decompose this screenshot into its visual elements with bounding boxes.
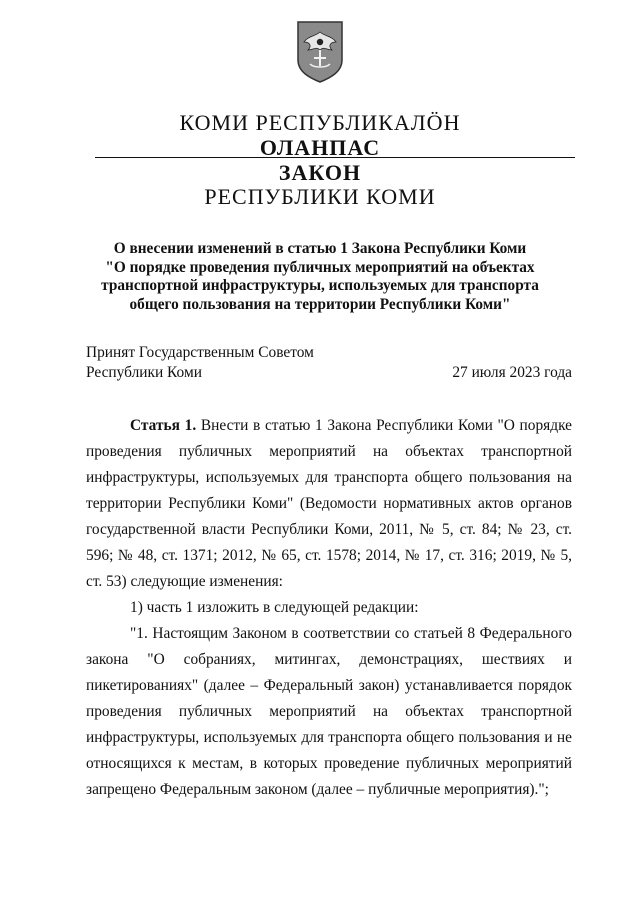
- article-1-text: Внести в статью 1 Закона Республики Коми "О порядке проведения публичных мероприятий на объектах транспортной инфраструктуры, используемых для транспорта общего пользования на территории Республики Коми" (Ведомости нормативных актов органов государственной власти Республики Коми, 2011, № 5, ст. 84; № 23, ст. 596; № 48, ст. 1371; 2012, № 65, ст. 1578; 2014, № 17, ст. 316; 2019, № 5, ст. 53) следующие изменения:: [86, 417, 573, 590]
- item-1-paragraph: 1) часть 1 изложить в следующей редакции:: [130, 599, 419, 616]
- quoted-part-1-paragraph: "1. Настоящим Законом в соответствии со статьей 8 Федерального закона "О собраниях, митингах, демонстрациях, шествиях и пикетированиях" (далее – Федеральный закон) устанавливается порядок проведения публичных мероприятий на объектах транспортной инфраструктуры, используемых для транспорта общего пользования и не относящихся к местам, в которых проведение публичных мероприятий запрещено Федеральным законом (далее – публичные мероприятия).";: [86, 625, 572, 798]
- law-title-line: "О порядке проведения публичных мероприятий на объектах: [105, 258, 535, 276]
- law-title-line: транспортной инфраструктуры, используемых для транспорта: [101, 277, 539, 294]
- adoption-line-2: [86, 364, 572, 382]
- law-title: [60, 240, 580, 314]
- header-komi-language: КОМИ РЕСПУБЛИКАЛӦН: [179, 110, 461, 135]
- coat-of-arms-emblem: [296, 20, 344, 84]
- adoption-date: 27 июля 2023 года: [452, 364, 572, 381]
- law-title-line: О внесении изменений в статью 1 Закона Республики Коми: [113, 240, 527, 257]
- adoption-line-1: Принят Государственным Советом: [86, 344, 314, 361]
- law-title-line: общего пользования на территории Республики Коми": [129, 295, 511, 313]
- article-1-paragraph: [86, 413, 572, 595]
- header-olanpas: ОЛАНПАС: [259, 135, 381, 160]
- header-republic: РЕСПУБЛИКИ КОМИ: [204, 184, 436, 209]
- header-zakon: ЗАКОН: [278, 160, 362, 185]
- header-divider: [95, 157, 575, 158]
- adoption-body: Республики Коми: [86, 364, 202, 381]
- article-1-label: Статья 1.: [130, 417, 197, 434]
- law-body: [86, 413, 572, 803]
